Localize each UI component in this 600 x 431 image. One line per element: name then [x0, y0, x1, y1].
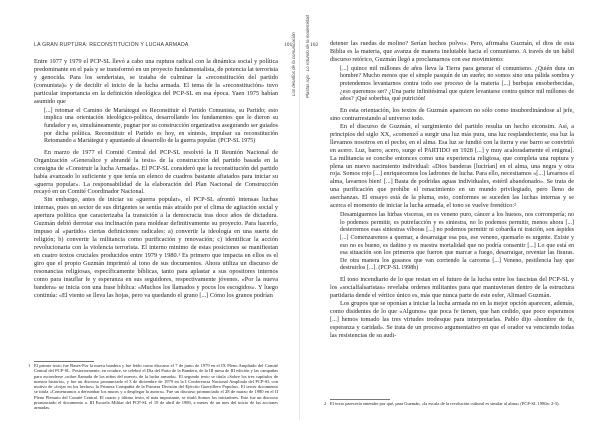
quote-text: [...] retomar el Camino de Mariátegui es Reconstituir el Partido Comunista, su Partido; esto implica una orientación ideológico-política, desarrollando los fundamentos que le dieron su fundador y es, simultáneamente, pugnar por su construcción organizativa asegurando ser guiados por dicha política. Reconstituir el Partido es hoy, en síntesis, impulsar su reconstitución Retomando a Mariátegui y apuntando al desarrollo de la guerra popular. (PCP-SL 1975)	[44, 107, 278, 145]
block-quote	[340, 212, 574, 273]
paragraph: Entre 1977 y 1979 el PCP-SL llevó a cabo una ruptura radical con la dinámica social y política predominante en el país y se transformó en un proyecto fundamentalista, de potencia lat terrorista y genocida. Para los senderistas, se trataba de culminar la «reconstitución del partido (comunista)» y de decidir el inicio de la lucha armada. El tema de la «reconstitución» tuvo particular importancia en la definición ideológica del PCP-SL en esa época. Yaen 1975 habían asumido que	[34, 58, 278, 105]
footnote-rule	[34, 361, 94, 362]
quote-text: [...] quince mil millones de años lleva la Tierra para generar el comunismo. ¿Quién dura un hombre? Mucho menos que el simple pasquín de un sueño; no somos sino una pálida sombra y pretendemos levantarnos contra todo ese proceso de la materia [...] burbujas ensoberbecidas, ¿eso queremos ser? ¿Una parte infinitésimal que quiere levantarse contra quince mil millones de años? ¡Qué soberbia, qué putrición!	[340, 65, 574, 103]
body-text	[34, 58, 278, 300]
page-number: 101	[284, 42, 293, 48]
body-text	[330, 40, 574, 340]
footnote	[324, 401, 574, 406]
paragraph: En esta orientación, los textos de Guzmán aparecen no sólo como insubordinándose al jefe, sino contrarrestando al universo todo.	[330, 106, 574, 122]
paragraph: En el discurso de Guzmán, el surgimiento del partido resulta un hecho eiconsim. Así, a principios del siglo XX, «comenzó a surgir una luz más pura, una luz resplandeciente, esa luz la llevamos nosotros en el pecho, en el alma. Esa luz se fundió con la tierra y ese barro se convirtió en acero. Luz, barro, acero, surge el PARTIDO en 1928 [...] y muy acaloradamente el enigma]. La militancia se concibe entonces como una experiencia religiosa, que completa una ruptura y plena un nuevo nacimiento individual: «Dios banderas [lucirían] en el alma, una negra y otra roja. Somos rojo [...] enriquecemos los ladrones de lucha. Para ello, necesitamos «[...] lavarnos el alma, lavarnos bien! [...] Basta de podridas aguas individuales, estéril abandonado». Se trata de una purificación que prohíbe el renacimiento en un mundo privilegiado, pero lleno de asechanzas. El ensayo está de la pluma, esto, conformes se suceden las luchas internas y se acerca el momento de iniciar la lucha armada, el tono se vuelve frenético:²	[330, 122, 574, 210]
footnote-text: El texto parecería entender por qué, para Guzmán, «la escala de la revolución cultural es similar al alma» (PCP-SL 1980a: 2-3).	[330, 401, 560, 406]
quote-text: Desamiguemos las hirbas visceras, en es veneno puro, cáncer a los huesos, nos corrompería; no lo podemos permitir, es putrefacción y es siniestra, no lo podemos permitir, menos ahora [...] desterremos esas siniestras víboras [...] no podemos permitir ni cobardía ni traición, son áspides [...] Comenzaremos a quemar, a desarraigar esa pus, ese veneno, quemarlo es urgente. Existe y eso no es bueno, es dañino y es nuestra mortalidad que no podría consentir [...] Lo que está en esa situación son los primeros que fueron que marcar a fuego, desarraigar, reventar las fisuras. De otra manera los gusanos que van corriendo la carcoma [...] Veneno, pestilencia hay que destruirlos [...]. (PCP-SL 1998b)	[340, 212, 574, 272]
vertical-label: Plastas rojo · Lo rotundo de la modernidad	[305, 15, 310, 98]
block-quote	[44, 108, 278, 146]
paragraph: En marzo de 1977 el Comité Central del PCP-SL resolvió la II Reunión Nacional de Organización «Generalice y abrandé la tesis» de la construcción del partido basada en la consigna de «Construir la lucha Armada». El PCP-SL consideró que la reconstitución del partido había avanzado lo suficiente y que tenía un elenco de cuadros bastante afiatados para iniciar su «guerra popular». La responsabilidad de la elaboración del Plan Nacional de Construcción recayó en un Comité Coordinador Nacional.	[34, 148, 278, 196]
block-quote	[340, 66, 574, 104]
running-head: LA GRAN RUPTURA: RECONSTITUCIÓN Y LUCHA ARMADA	[34, 42, 189, 48]
paragraph: detener las ruedas de molino? Serían hechos polvo». Pero, afirmaba Guzmán, el dios de esta Biblia es la materia, que avanza de manera inelutable hacia el comunismo. A través de un hábil discurso retórico, Guzmán llegó a proclamarnos con ese movimiento:	[330, 40, 574, 63]
paragraph: Los grupos que se oponían a iniciar la lucha armada no en la mejor opción aparecen, además, como disidentes de lo que «Algunos» que poca fe tienen, que han cedido, que poco esperamos [...] hemos tomado las tres virtudes trodesque para interpretarlas. Pablo dijo «hombre de fe, esperanza y caridad». Se trata de un proceso argumentativo en que el orador va venciendo todas las resistencias de su audi-	[330, 299, 574, 339]
footnote-number: 2	[324, 401, 327, 406]
paragraph: Sin embargo, antes de iniciar su «guerra popular», el PCP-SL afrontó intensas luchas internas, pues un sector de sus dirigentes se sentía más atraído por el clima de agitación social y apertura política que caracterizaba la transición a la democracia tras doce años de dictadura. Guzmán debió derrotar esa inclinación para moldear definitivamente su proyecto. Para hacerlo, impuso al «partido» ciertas definiciones radicales: a) convertir la ideología en una suerte de religión; b) convertir la militancia como purificación y renovación; c) identificar la acción revolucionaria con la violencia terrorista. El interno minimo de estas posiciones se manifiestan en cuatro textos cruciales producidos entre 1979 y 1980.¹ Es primero que impacta en ellos es el giro que el propio Guzmán imprimió al tono de sus documentos. Ahora utiliza un discurso de resonancias religiosas, específicamente bíblicas, tanto para aplastar a sus opositores internos como para insuflar fe y esperanza en sus seguidores, respectivamente jóvenes. «Por la nueva bandera» se inicia con una frase bíblica: «Muchos los llamados y pocos los escogidos». Y luego continúa: «El viento se lleva las hojas, pero va quedando el grano [...] Cómo los granos podrían	[34, 196, 278, 299]
footnote	[28, 363, 278, 411]
right-page	[300, 0, 600, 431]
page-number: 102	[310, 42, 319, 48]
footnote-text: El primer texto fue Bases-Por la nueva bandera y fue leído como discurso el 7 de junio de 1979 en el IX Pleno Ampliado del Comité Central del PCP-SL. Posteriormente, en octubre, se celebró el Día del Parto de la Bandera, de la III mesa de III edición y las campañas para esconderse «sobre llamada de los niños del nuevo» de la lucha armada». El segundo texto se titula «Sobre los tres capítulos de nuestra historia», y fue un discurso pronunciado el 3 de diciembre de 1979 en la I Conferencia Nacional Ampliada del PCP-SL con motivo de «forjar en los hechos» la Primera Compañía de la Primera División del Ejército Guerrillero Popular». El tercer documento se titula «Comenzamos a derrumbar los muros y a desplegar la aurora». Fue un discurso pronunciado el 28 de marzo de 1980 en el II Pleno Plenario del Comité Central. El cuarto y último texto, el más importante, se tituló Somos los iniciadores. Este fue un discurso pronunciado el documento a. III Escuela Militar del PCP-SL el 19 de abril de 1980, a meses de un mes del inicio de las acciones armadas.	[34, 363, 278, 411]
footnote-number: 1	[28, 363, 31, 368]
vertical-label: Los desafíos de la comunicación	[291, 32, 296, 96]
paragraph: El tono incendiario de lo que restan en el futuro de la lucha entre los fascistas del PCP-SL y los «socialfalsaristas» revelaba ordenes militantes para que mantuvieran dentro de la estructura partidaria dende el vértice único es, más que nunca parte de este esfer, Alimael Guzmán.	[330, 275, 574, 299]
footnote-rule	[330, 399, 390, 400]
